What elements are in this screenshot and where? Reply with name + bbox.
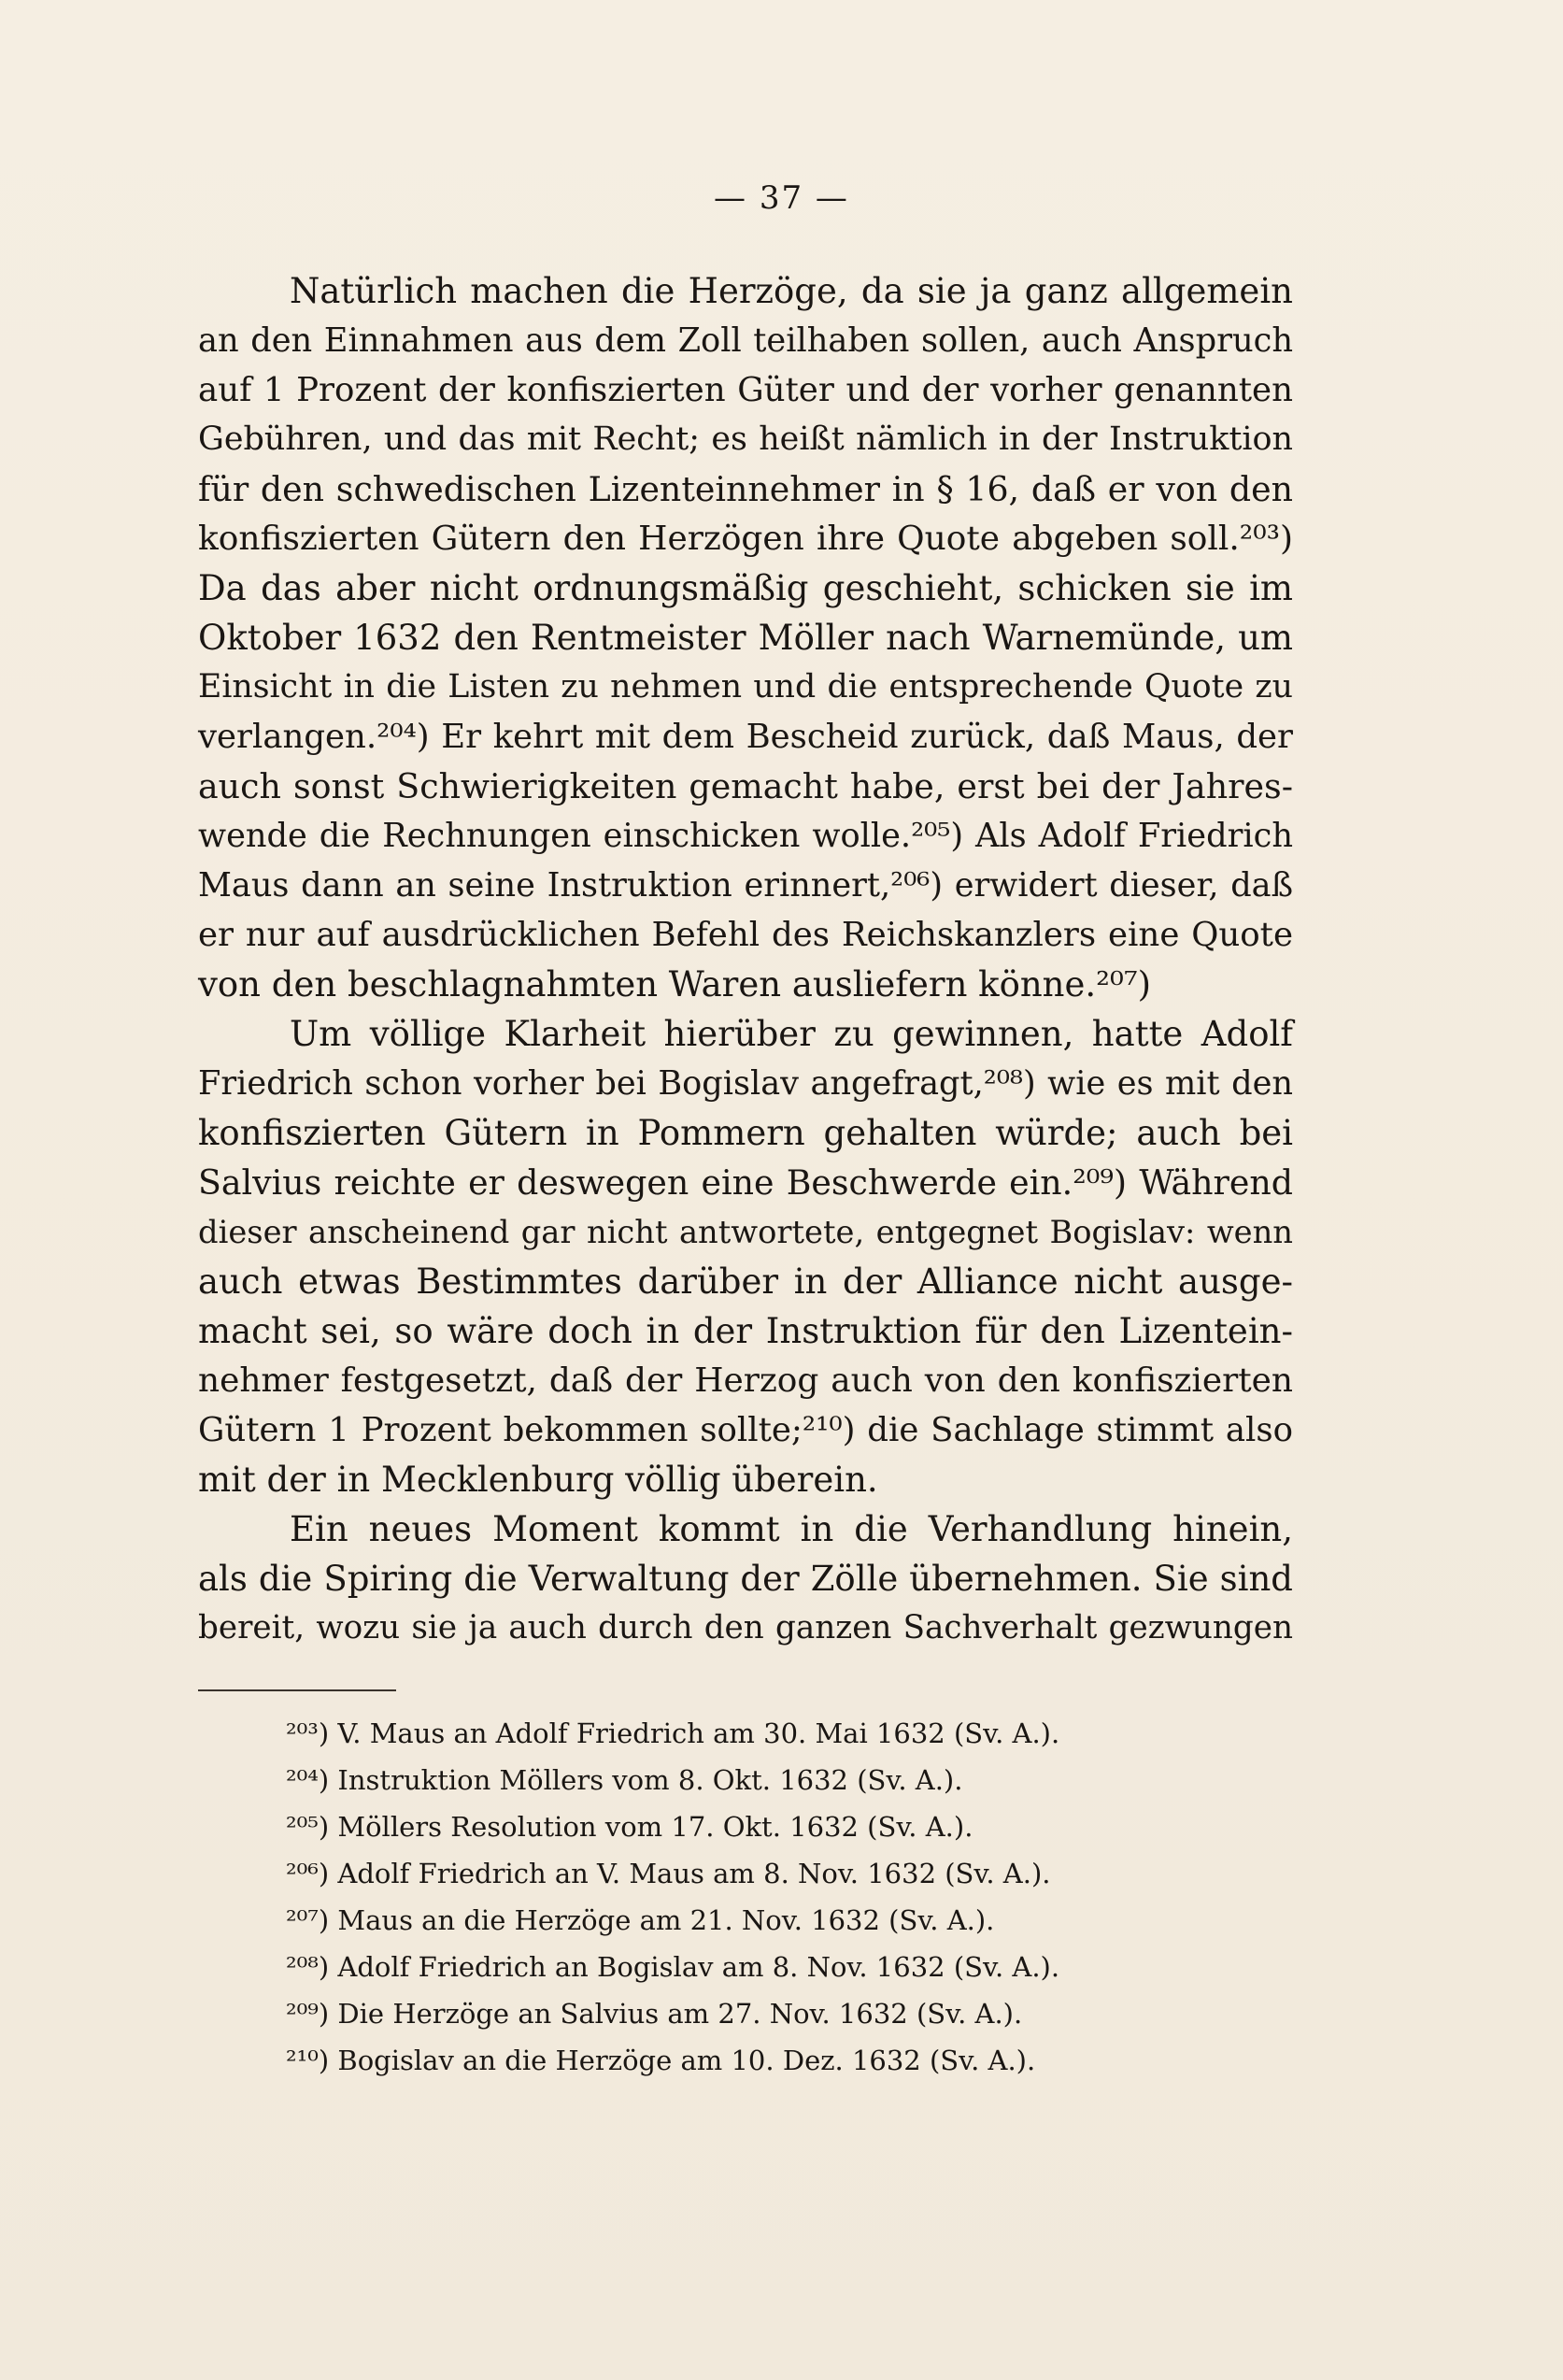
text-line: Um völlige Klarheit hierüber zu gewinnen, hatte Adolf [290, 1014, 1293, 1054]
text-line: verlangen.²⁰⁴) Er kehrt mit dem Bescheid zurück, daß Maus, der [198, 718, 1293, 756]
text-line: wende die Rechnungen einschicken wolle.²⁰⁵) Als Adolf Friedrich [198, 817, 1293, 855]
text-line: er nur auf ausdrücklichen Befehl des Reichskanzlers eine Quote [198, 916, 1293, 954]
text-line: Einsicht in die Listen zu nehmen und die entsprechende Quote zu [198, 668, 1293, 705]
text-line: Maus dann an seine Instruktion erinnert,²⁰⁶) erwidert dieser, daß [198, 866, 1293, 905]
text-line: bereit, wozu sie ja auch durch den ganzen Sachverhalt gezwungen [198, 1609, 1293, 1646]
main-text [198, 266, 1293, 1653]
footnotes [286, 1710, 1220, 2084]
text-line: Ein neues Moment kommt in die Verhandlung hinein, [290, 1509, 1293, 1549]
text-line: Natürlich machen die Herzöge, da sie ja ganz allgemein [290, 271, 1293, 311]
text-line: auch sonst Schwierigkeiten gemacht habe, erst bei der Jahres- [198, 766, 1293, 806]
text-line: Oktober 1632 den Rentmeister Möller nach Warnemünde, um [198, 618, 1293, 658]
text-line: von den beschlagnahmten Waren ausliefern könne.²⁰⁷) [198, 964, 1152, 1005]
text-line: Gebühren, und das mit Recht; es heißt nämlich in der Instruktion [198, 420, 1293, 458]
footnote: ²⁰⁷) Maus an die Herzöge am 21. Nov. 1632 (Sv. A.). [286, 1904, 995, 1936]
text-line: Friedrich schon vorher bei Bogislav angefragt,²⁰⁸) wie es mit den [198, 1064, 1293, 1103]
footnote: ²⁰⁴) Instruktion Möllers vom 8. Okt. 1632 (Sv. A.). [286, 1764, 963, 1796]
text-line: für den schwedischen Lizenteinnehmer in § 16, daß er von den [198, 469, 1293, 509]
text-line: nehmer festgesetzt, daß der Herzog auch von den konfiszierten [198, 1361, 1293, 1400]
footnote: ²¹⁰) Bogislav an die Herzöge am 10. Dez. 1632 (Sv. A.). [286, 2045, 1036, 2076]
footnote-divider [198, 1689, 396, 1691]
text-line: dieser anscheinend gar nicht antwortete, entgegnet Bogislav: wenn [198, 1214, 1293, 1250]
text-line: macht sei, so wäre doch in der Instruktion für den Lizentein- [198, 1311, 1293, 1351]
footnote: ²⁰⁶) Adolf Friedrich an V. Maus am 8. Nov. 1632 (Sv. A.). [286, 1858, 1051, 1889]
text-line: auch etwas Bestimmtes darüber in der Alliance nicht ausge- [198, 1261, 1293, 1302]
footnote: ²⁰³) V. Maus an Adolf Friedrich am 30. Mai 1632 (Sv. A.). [286, 1717, 1060, 1749]
text-line: konfiszierten Gütern in Pommern gehalten würde; auch bei [198, 1113, 1293, 1153]
text-line: Gütern 1 Prozent bekommen sollte;²¹⁰) die Sachlage stimmt also [198, 1411, 1293, 1449]
footnote: ²⁰⁵) Möllers Resolution vom 17. Okt. 1632 (Sv. A.). [286, 1811, 973, 1843]
page-number: — 37 — [714, 179, 849, 217]
footnote: ²⁰⁹) Die Herzöge an Salvius am 27. Nov. 1632 (Sv. A.). [286, 1998, 1023, 2030]
footnote: ²⁰⁸) Adolf Friedrich an Bogislav am 8. Nov. 1632 (Sv. A.). [286, 1951, 1060, 1983]
text-line: auf 1 Prozent der konfiszierten Güter und der vorher genannten [198, 371, 1293, 409]
text-line: konfiszierten Gütern den Herzögen ihre Quote abgeben soll.²⁰³) [198, 520, 1293, 558]
text-line: Salvius reichte er deswegen eine Beschwerde ein.²⁰⁹) Während [198, 1162, 1293, 1203]
text-line: an den Einnahmen aus dem Zoll teilhaben sollen, auch Anspruch [198, 321, 1293, 360]
text-line: Da das aber nicht ordnungsmäßig geschieht, schicken sie im [198, 568, 1293, 608]
text-line: mit der in Mecklenburg völlig überein. [198, 1460, 878, 1500]
text-line: als die Spiring die Verwaltung der Zölle übernehmen. Sie sind [198, 1559, 1293, 1599]
